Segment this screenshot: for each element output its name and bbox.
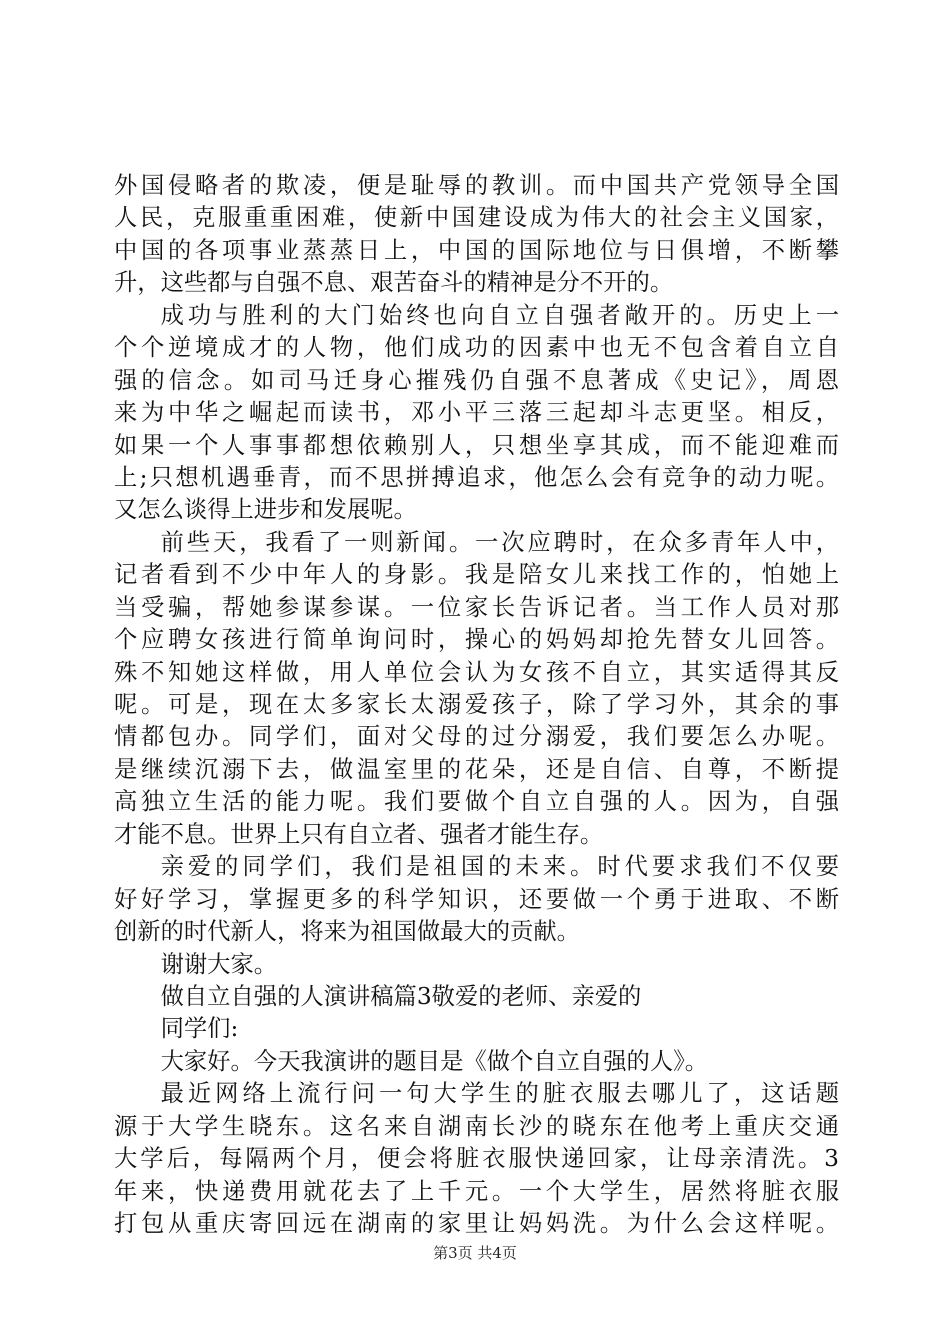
text-line: 上;只想机遇垂青，而不思拼搏追求，他怎么会有竞争的动力呢。 [114, 463, 839, 491]
text-line: 亲爱的同学们，我们是祖国的未来。时代要求我们不仅要 [160, 853, 839, 881]
text-line: 强的信念。如司马迁身心摧残仍自强不息著成《史记》，周恩 [114, 366, 839, 394]
text-line: 成功与胜利的大门始终也向自立自强者敞开的。历史上一 [160, 301, 839, 329]
text-line: 个个逆境成才的人物，他们成功的因素中也无不包含着自立自 [114, 334, 839, 362]
text-line: 来为中华之崛起而读书，邓小平三落三起却斗志更坚。相反， [114, 399, 839, 427]
text-line: 打包从重庆寄回远在湖南的家里让妈妈洗。为什么会这样呢。 [114, 1210, 839, 1237]
text-line: 前些天，我看了一则新闻。一次应聘时，在众多青年人中， [160, 528, 839, 556]
text-line: 当受骗，帮她参谋参谋。一位家长告诉记者。当工作人员对那 [114, 593, 839, 621]
text-line: 大家好。今天我演讲的题目是《做个自立自强的人》。 [160, 1047, 709, 1075]
text-line: 又怎么谈得上进步和发展呢。 [114, 496, 417, 524]
text-line: 个应聘女孩进行简单询问时，操心的妈妈却抢先替女儿回答。 [114, 626, 839, 654]
text-line: 是继续沉溺下去，做温室里的花朵，还是自信、自尊，不断提 [114, 755, 839, 783]
text-line: 殊不知她这样做，用人单位会认为女孩不自立，其实适得其反 [114, 658, 839, 686]
text-line: 年来，快递费用就花去了上千元。一个大学生，居然将脏衣服 [114, 1177, 839, 1205]
text-line: 情都包办。同学们，面对父母的过分溺爱，我们要怎么办呢。 [114, 723, 839, 751]
text-line: 做自立自强的人演讲稿篇3敬爱的老师、亲爱的 [160, 982, 642, 1010]
text-line: 中国的各项事业蒸蒸日上，中国的国际地位与日俱增，不断攀 [114, 236, 839, 264]
text-line: 记者看到不少中年人的身影。我是陪女儿来找工作的，怕她上 [114, 561, 839, 589]
text-line: 人民，克服重重困难，使新中国建设成为伟大的社会主义国家， [114, 204, 839, 232]
text-line: 才能不息。世界上只有自立者、强者才能生存。 [114, 820, 604, 848]
text-line: 同学们: [160, 1015, 239, 1043]
text-line: 呢。可是，现在太多家长太溺爱孩子，除了学习外，其余的事 [114, 691, 839, 718]
text-line: 源于大学生晓东。这名来自湖南长沙的晓东在他考上重庆交通 [114, 1112, 839, 1140]
text-line: 外国侵略者的欺凌，便是耻辱的教训。而中国共产党领导全国 [114, 172, 839, 199]
text-line: 好好学习，掌握更多的科学知识，还要做一个勇于进取、不断 [114, 885, 839, 913]
text-line: 高独立生活的能力呢。我们要做个自立自强的人。因为，自强 [114, 788, 839, 816]
text-line: 谢谢大家。 [160, 950, 278, 978]
text-line: 大学后，每隔两个月，便会将脏衣服快递回家，让母亲清洗。3 [114, 1145, 839, 1173]
text-line: 创新的时代新人，将来为祖国做最大的贡献。 [114, 918, 580, 946]
page-footer: 第3页 共4页 [433, 1244, 517, 1262]
text-line: 如果一个人事事都想依赖别人，只想坐享其成，而不能迎难而 [114, 431, 839, 459]
text-line: 最近网络上流行问一句大学生的脏衣服去哪儿了，这话题 [160, 1080, 839, 1108]
document-body [114, 170, 839, 1240]
text-line: 升，这些都与自强不息、艰苦奋斗的精神是分不开的。 [114, 269, 674, 297]
